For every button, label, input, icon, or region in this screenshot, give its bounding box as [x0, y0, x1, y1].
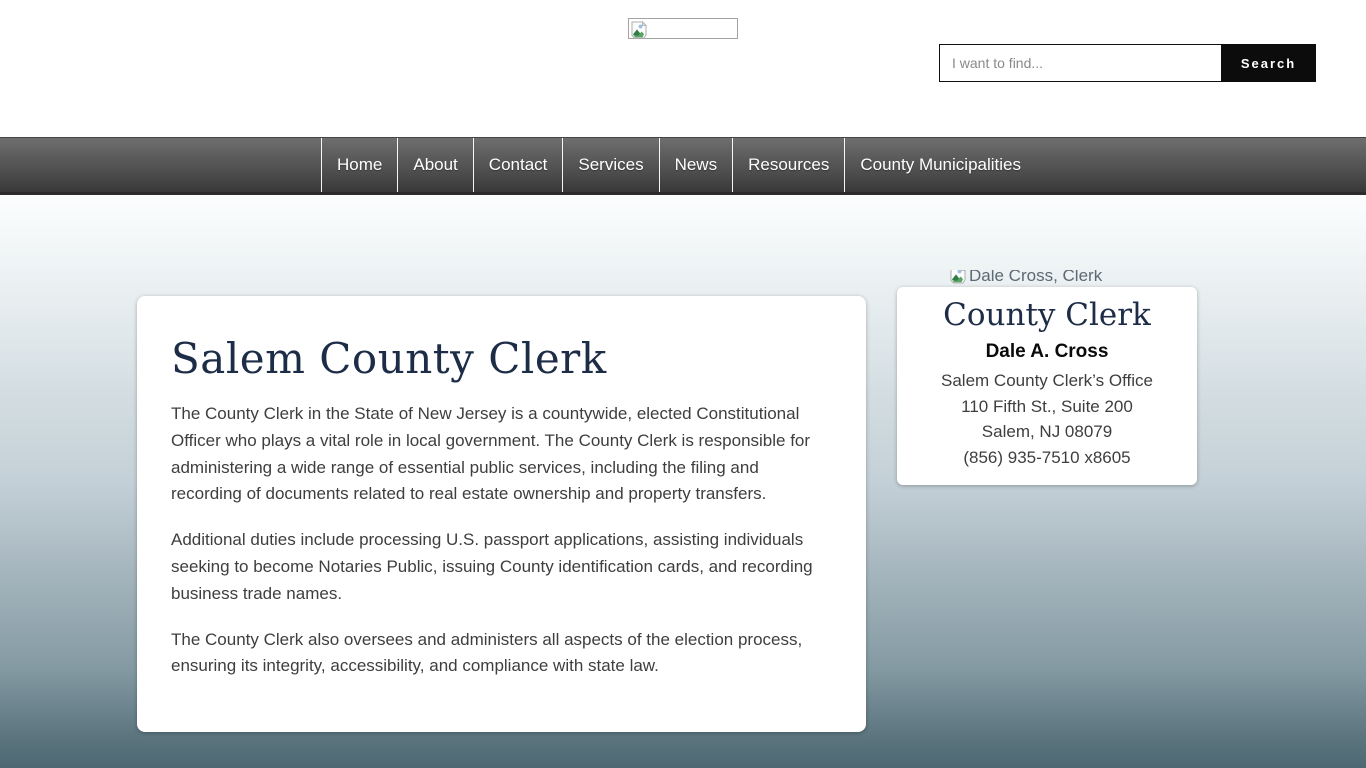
- broken-image-alt-text: Dale Cross, Clerk: [969, 270, 1103, 285]
- search-input[interactable]: [939, 44, 1221, 82]
- nav-item-services[interactable]: Services: [562, 138, 658, 192]
- sidebar-title: County Clerk: [943, 297, 1151, 333]
- clerk-photo-broken-image: [950, 270, 1150, 288]
- clerk-office: Salem County Clerk’s Office: [941, 371, 1153, 390]
- search-box: [939, 44, 1316, 82]
- elections-paragraph: The County Clerk also oversees and administers all aspects of the election process, ensuring its integrity, accessibility, and compliance with state law.: [171, 629, 803, 676]
- site-header: [0, 0, 1366, 137]
- intro-paragraph: The County Clerk in the State of New Jersey is a countywide, elected Constitutional Officer who plays a vital role in local government. The County Clerk is responsible for administering a wide range of essential public services, including the filing and recording of documents related to real estate ownership and property transfers.: [171, 404, 811, 504]
- clerk-phone: (856) 935-7510 x8605: [963, 447, 1131, 467]
- nav-item-county-municipalities[interactable]: County Municipalities: [844, 138, 1036, 192]
- site-logo-broken-image[interactable]: [628, 18, 738, 39]
- nav-item-resources[interactable]: Resources: [732, 138, 844, 192]
- clerk-address-street: 110 Fifth St., Suite 200: [961, 396, 1133, 416]
- nav-item-news[interactable]: News: [659, 138, 733, 192]
- page-title: Salem County Clerk: [171, 334, 607, 383]
- clerk-name: Dale A. Cross: [985, 341, 1109, 362]
- broken-image-inner: [950, 270, 1150, 286]
- broken-image-icon: [950, 270, 966, 284]
- main-content-card: [137, 296, 866, 732]
- content-area: [0, 195, 1366, 768]
- search-button[interactable]: Search: [1221, 44, 1316, 82]
- clerk-address-city: Salem, NJ 08079: [981, 422, 1113, 441]
- duties-paragraph: Additional duties include processing U.S. passport applications, assisting individuals seeking to become Notaries Public, issuing County identification cards, and recording business trade names.: [171, 530, 813, 603]
- broken-image-icon: [631, 21, 647, 39]
- nav-item-contact[interactable]: Contact: [473, 138, 563, 192]
- main-navigation: [0, 137, 1366, 195]
- nav-item-about[interactable]: About: [397, 138, 472, 192]
- county-clerk-info-card: [897, 287, 1197, 485]
- nav-item-home[interactable]: Home: [321, 138, 397, 192]
